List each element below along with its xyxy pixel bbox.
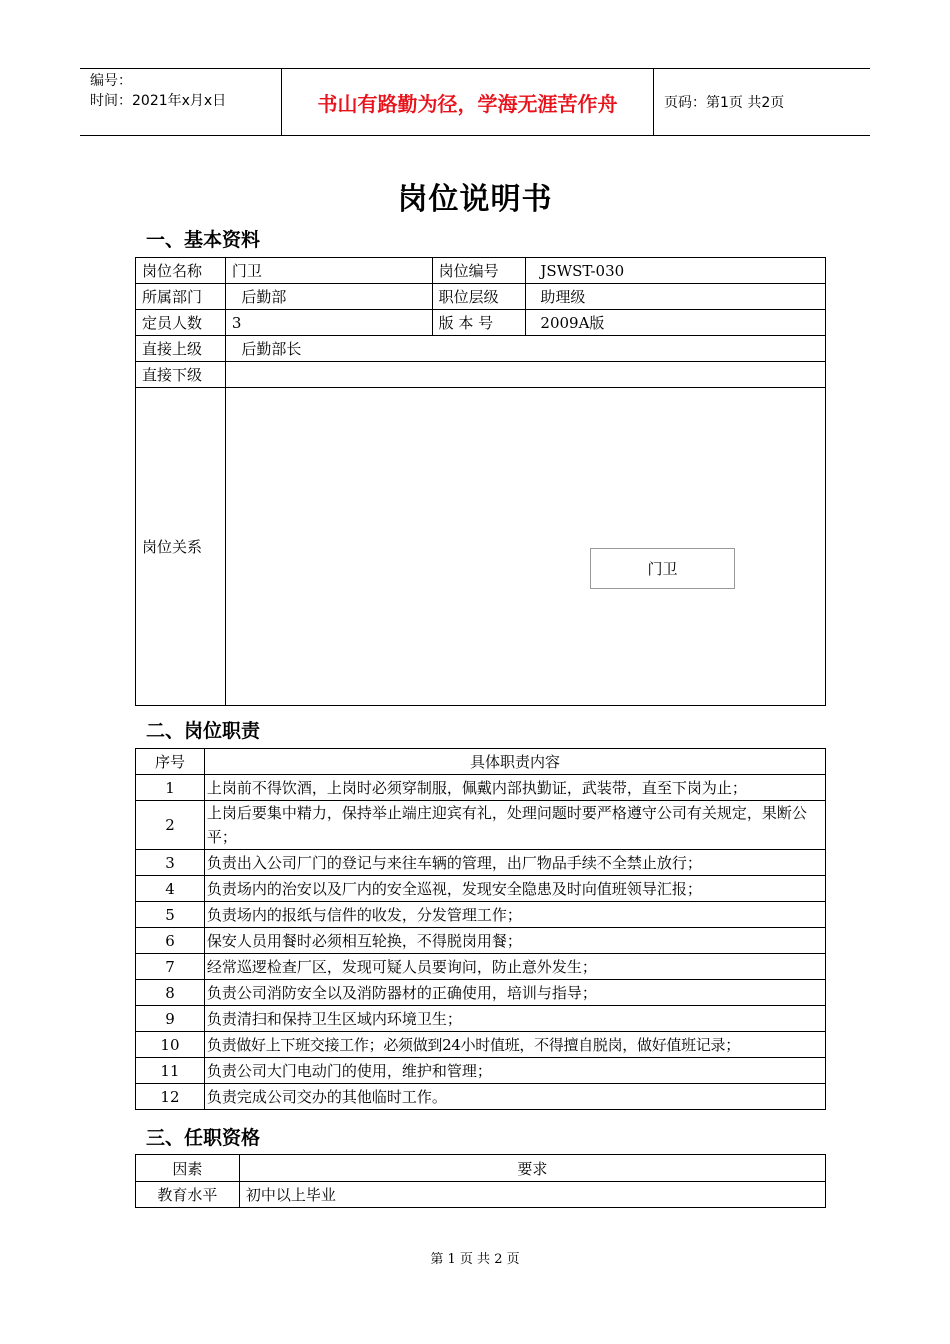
value-cell: 3 — [225, 310, 432, 336]
row-number: 6 — [136, 928, 205, 954]
table-row — [136, 1058, 826, 1084]
row-number: 7 — [136, 954, 205, 980]
duty-text: 负责清扫和保持卫生区域内环境卫生； — [204, 1006, 825, 1032]
table-header-row — [136, 749, 826, 775]
header-page-info: 页码：第1页 共2页 — [664, 95, 785, 111]
table-header-row — [136, 1155, 826, 1182]
table-row — [136, 928, 826, 954]
table-row — [136, 1032, 826, 1058]
duty-text: 负责完成公司交办的其他临时工作。 — [204, 1084, 825, 1110]
duty-text: 上岗后要集中精力，保持举止端庄迎宾有礼，处理问题时要严格遵守公司有关规定，果断公平； — [204, 801, 825, 850]
row-number: 10 — [136, 1032, 205, 1058]
duty-text: 负责出入公司厂门的登记与来往车辆的管理，出厂物品手续不全禁止放行； — [204, 850, 825, 876]
label-cell: 所属部门 — [136, 284, 226, 310]
row-number: 3 — [136, 850, 205, 876]
duty-text: 负责场内的报纸与信件的收发，分发管理工作； — [204, 902, 825, 928]
value-cell: 后勤部 — [225, 284, 432, 310]
table-row — [136, 775, 826, 801]
label-cell: 岗位名称 — [136, 258, 226, 284]
table-row — [136, 980, 826, 1006]
factor-cell: 教育水平 — [136, 1182, 240, 1208]
label-cell: 直接上级 — [136, 336, 226, 362]
value-cell: 助理级 — [526, 284, 826, 310]
row-number: 1 — [136, 775, 205, 801]
value-cell: 门卫 — [225, 258, 432, 284]
table-row — [136, 1182, 826, 1208]
section2-heading: 二、岗位职责 — [146, 720, 261, 742]
time-label: 时间：2021年x月x日 — [90, 93, 227, 109]
label-cell: 职位层级 — [432, 284, 526, 310]
value-cell: 2009A版 — [526, 310, 826, 336]
duty-text: 负责场内的治安以及厂内的安全巡视，发现安全隐患及时向值班领导汇报； — [204, 876, 825, 902]
label-cell: 岗位编号 — [432, 258, 526, 284]
table-row — [136, 258, 826, 284]
duties-table — [135, 748, 826, 1110]
table-row — [136, 850, 826, 876]
table-row — [136, 284, 826, 310]
page-header — [80, 68, 870, 136]
table-row — [136, 801, 826, 850]
column-header: 具体职责内容 — [204, 749, 825, 775]
relation-node-box: 门卫 — [590, 548, 735, 589]
table-row — [136, 310, 826, 336]
document-title: 岗位说明书 — [397, 182, 553, 217]
section1-heading: 一、基本资料 — [146, 229, 261, 251]
column-header: 因素 — [136, 1155, 240, 1182]
table-row — [136, 902, 826, 928]
duty-text: 负责做好上下班交接工作；必须做到24小时值班，不得擅自脱岗，做好值班记录； — [204, 1032, 825, 1058]
label-cell: 岗位关系 — [136, 388, 226, 706]
duty-text: 上岗前不得饮酒，上岗时必须穿制服，佩戴内部执勤证，武装带，直至下岗为止； — [204, 775, 825, 801]
table-row — [136, 1006, 826, 1032]
column-header: 要求 — [239, 1155, 825, 1182]
requirement-cell: 初中以上毕业 — [239, 1182, 825, 1208]
row-number: 9 — [136, 1006, 205, 1032]
value-cell — [225, 362, 825, 388]
section3-heading: 三、任职资格 — [146, 1127, 261, 1149]
duty-text: 负责公司消防安全以及消防器材的正确使用，培训与指导； — [204, 980, 825, 1006]
row-number: 4 — [136, 876, 205, 902]
label-cell: 版 本 号 — [432, 310, 526, 336]
header-meta — [80, 69, 282, 135]
column-header: 序号 — [136, 749, 205, 775]
number-label: 编号： — [90, 73, 132, 89]
page-footer: 第 1 页 共 2 页 — [430, 1252, 520, 1267]
table-row — [136, 876, 826, 902]
table-row — [136, 954, 826, 980]
row-number: 12 — [136, 1084, 205, 1110]
row-number: 8 — [136, 980, 205, 1006]
qualification-table — [135, 1154, 826, 1208]
table-row — [136, 362, 826, 388]
duty-text: 负责公司大门电动门的使用，维护和管理； — [204, 1058, 825, 1084]
value-cell: 后勤部长 — [225, 336, 825, 362]
row-number: 11 — [136, 1058, 205, 1084]
header-motto: 书山有路勤为径，学海无涯苦作舟 — [282, 69, 654, 135]
table-row — [136, 336, 826, 362]
basic-info-table — [135, 257, 826, 706]
relation-diagram-cell — [225, 388, 825, 706]
table-row — [136, 1084, 826, 1110]
row-number: 2 — [136, 801, 205, 850]
duty-text: 经常巡逻检查厂区，发现可疑人员要询问，防止意外发生； — [204, 954, 825, 980]
duty-text: 保安人员用餐时必须相互轮换，不得脱岗用餐； — [204, 928, 825, 954]
label-cell: 直接下级 — [136, 362, 226, 388]
label-cell: 定员人数 — [136, 310, 226, 336]
table-row — [136, 388, 826, 706]
value-cell: JSWST-030 — [526, 258, 826, 284]
row-number: 5 — [136, 902, 205, 928]
